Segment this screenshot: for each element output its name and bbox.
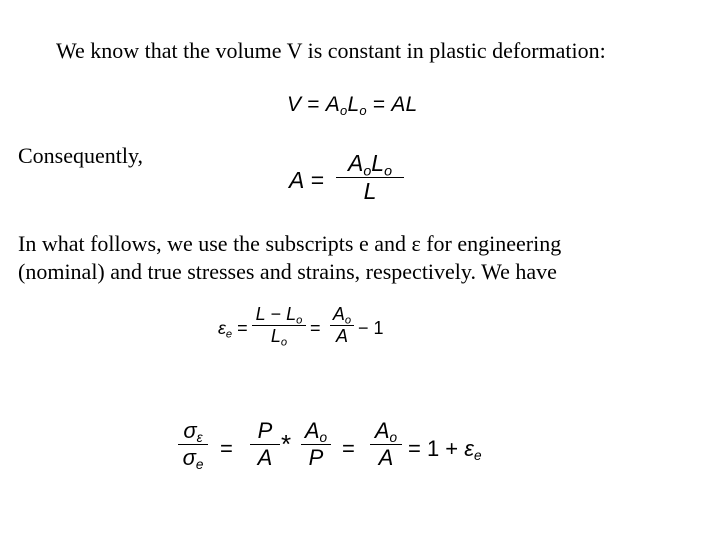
paragraph-line: (nominal) and true stresses and strains, respectively. We have [18, 259, 557, 284]
paragraph-line: In what follows, we use the subscripts e and ε for engineering [18, 231, 562, 256]
consequently-text: Consequently, [18, 143, 144, 168]
volume-equation: $V = A_oL_o$ = AL [287, 93, 418, 118]
subscripts-paragraph [18, 230, 561, 286]
intro-text: We know that the volume V is constant in plastic deformation: [56, 38, 606, 63]
